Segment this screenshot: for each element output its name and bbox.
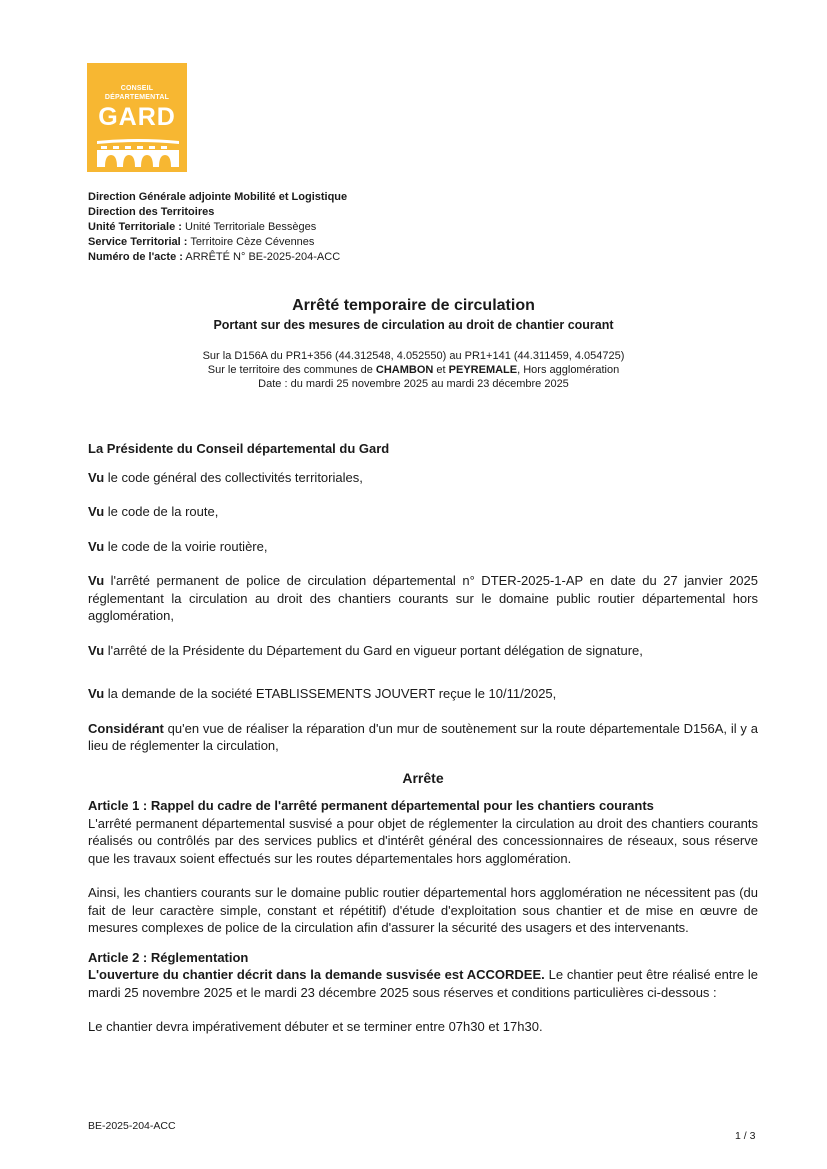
communes-prefix: Sur le territoire des communes de xyxy=(207,364,373,376)
vu-label: Vu xyxy=(88,538,105,554)
communes-line xyxy=(0,363,827,377)
footer-reference: BE-2025-204-ACC xyxy=(88,1120,176,1132)
logo-line1: CONSEIL xyxy=(120,85,154,92)
logo-line2: DÉPARTEMENTAL xyxy=(104,94,170,101)
authority: La Présidente du Conseil départemental du Gard xyxy=(88,441,390,456)
service-value: Territoire Cèze Cévennes xyxy=(190,236,315,248)
vu-label: Vu xyxy=(88,504,105,519)
considerant-label: Considérant xyxy=(88,720,164,736)
direction: Direction des Territoires xyxy=(88,206,215,218)
document-subtitle: Portant sur des mesures de circulation au droit de chantier courant xyxy=(213,318,614,332)
numero-label: Numéro de l'acte : xyxy=(88,251,183,263)
vu-3: le code de la voirie routière, xyxy=(107,538,268,554)
article-1-paragraph-1: L'arrêté permanent départemental susvisé a pour objet de réglementer la circulation au droit des chantiers courants réalisés ou contrôlés par des services publics et d'intérêt général des concessionnaires de réseaux, sous réserve que les travaux soient effectués sur les routes départementales hors agglomération. xyxy=(88,815,758,866)
vu-6: la demande de la société ETABLISSEMENTS JOUVERT reçue le 10/11/2025, xyxy=(107,686,557,701)
numero-value: ARRÊTÉ N° BE-2025-204-ACC xyxy=(185,251,341,263)
arrete-heading: Arrête xyxy=(402,769,444,786)
direction-generale: Direction Générale adjointe Mobilité et Logistique xyxy=(88,191,348,203)
vu-label: Vu xyxy=(88,573,105,588)
article-2-lead: L'ouverture du chantier décrit dans la demande susvisée est ACCORDEE. xyxy=(88,967,545,982)
location-block xyxy=(0,349,827,391)
article-2-lead-rest: Le chantier peut être réalisé entre le mardi 25 novembre 2025 et le mardi 23 décembre 2025 sous réserves et conditions particulières ci-dessous : xyxy=(88,967,758,1000)
logo-name: GARD xyxy=(98,103,176,131)
issuer-header xyxy=(88,190,347,265)
vu-label: Vu xyxy=(88,642,105,658)
date-line: Date : du mardi 25 novembre 2025 au mardi 23 décembre 2025 xyxy=(258,378,569,390)
article-2-title: Article 2 : Réglementation xyxy=(88,949,249,965)
vu-label: Vu xyxy=(88,686,105,701)
gard-logo xyxy=(87,63,187,172)
communes-suffix: , Hors agglomération xyxy=(517,364,620,376)
preamble xyxy=(88,440,758,1036)
vu-4: l'arrêté permanent de police de circulation départemental n° DTER-2025-1-AP en date du 27 janvier 2025 réglementant la circulation au droit des chantiers courants sur le domaine public routier départemental hors agglomération, xyxy=(88,573,758,623)
vu-label: Vu xyxy=(88,469,105,485)
vu-5: l'arrêté de la Présidente du Département du Gard en vigueur portant délégation de signature, xyxy=(107,642,643,658)
unite-label: Unité Territoriale : xyxy=(88,221,182,233)
commune-peyremale: PEYREMALE xyxy=(448,364,518,376)
considerant-text: qu'en vue de réaliser la réparation d'un mur de soutènement sur la route départementale D156A, il y a lieu de réglementer la circulation, xyxy=(88,720,758,753)
communes-and: et xyxy=(436,364,446,376)
article-1-title: Article 1 : Rappel du cadre de l'arrêté permanent départemental pour les chantiers courants xyxy=(88,798,654,813)
commune-chambon: CHAMBON xyxy=(375,364,434,376)
document-title: Arrêté temporaire de circulation xyxy=(292,297,535,314)
article-2-hours: Le chantier devra impérativement débuter et se terminer entre 07h30 et 17h30. xyxy=(88,1019,543,1034)
pont-du-gard-icon xyxy=(93,137,183,167)
vu-2: le code de la route, xyxy=(107,504,219,519)
vu-1: le code général des collectivités territoriales, xyxy=(107,469,363,485)
page-number: 1 / 3 xyxy=(735,1130,756,1142)
unite-value: Unité Territoriale Bessèges xyxy=(185,221,317,233)
location-line: Sur la D156A du PR1+356 (44.312548, 4.052550) au PR1+141 (44.311459, 4.054725) xyxy=(202,350,625,362)
article-1-paragraph-2: Ainsi, les chantiers courants sur le domaine public routier départemental hors agglomération ne nécessitent pas (du fait de leur caractère simple, constant et répétitif) d'étude d'exploitation sous chantier et de mise en œuvre de mesures complexes de police de la circulation afin d'assurer la sécurité des usagers et des intervenants. xyxy=(88,885,758,935)
service-label: Service Territorial : xyxy=(88,236,188,248)
